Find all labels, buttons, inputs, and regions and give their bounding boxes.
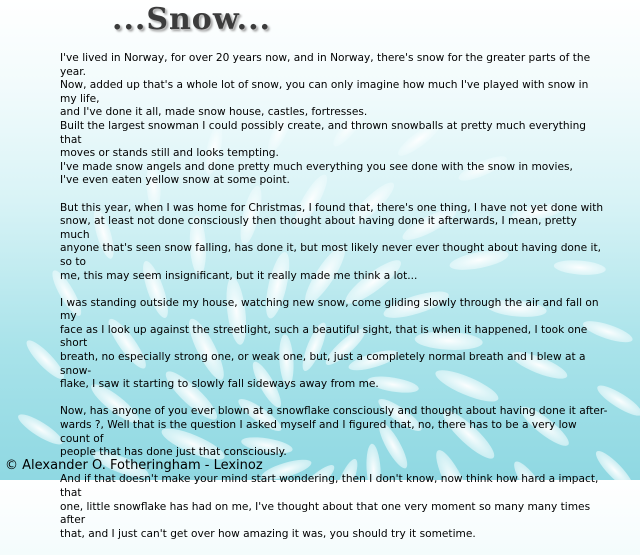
snow-petal — [15, 410, 66, 450]
page-title: ...Snow... — [112, 2, 271, 37]
paragraph: And if that doesn't make your mind start wondering, then I don't know, now think how hard a impact, that one, little snowflake has had on me, I've thought about that one very moment so many many times after that, and I just can't get over how amazing it was, you should try it sometime. — [60, 473, 599, 540]
paragraph: I've lived in Norway, for over 20 years now, and in Norway, there's snow for the greater parts of the year. Now, added up that's a whole lot of snow, you can only imagine how much I've played with snow in my life, and I've done it all, made snow house, castles, fortresses. Built the largest snowman I could possibly create, and thrown snowballs at pretty much everything that moves or stands still and looks tempting. I've made snow angels and done pretty much everything you see done with the snow in movies, I've even eaten yellow snow at some point. — [60, 52, 591, 187]
paragraph: I was standing outside my house, watching new snow, come gliding slowly through the air and fall on my face as I look up against the streetlight, such a beautiful sight, that is when it happened, I took one short breath, no especially strong one, or weak one, but, just a completely normal breath and I blew at a snow- flake, I saw it starting to slowly fall sideways away from me. — [60, 296, 599, 391]
paragraph: Now, has anyone of you ever blown at a snowflake consciously and thought about having done it after- wards ?, Well that is the question I asked myself and I figured that, no, there has to be a very low count of people that has done just that consciously. — [60, 405, 608, 459]
paragraph: But this year, when I was home for Christmas, I found that, there's one thing, I have not yet done with snow, at least not done consciously then thought about having done it afterwards, I mean, pretty much anyone that's seen snow falling, has done it, but most likely never ever thought about having done it, so to me, this may seem insignificant, but it really made me think a lot... — [60, 201, 604, 282]
copyright-footer: © Alexander O. Fotheringham - Lexinoz — [5, 458, 263, 473]
